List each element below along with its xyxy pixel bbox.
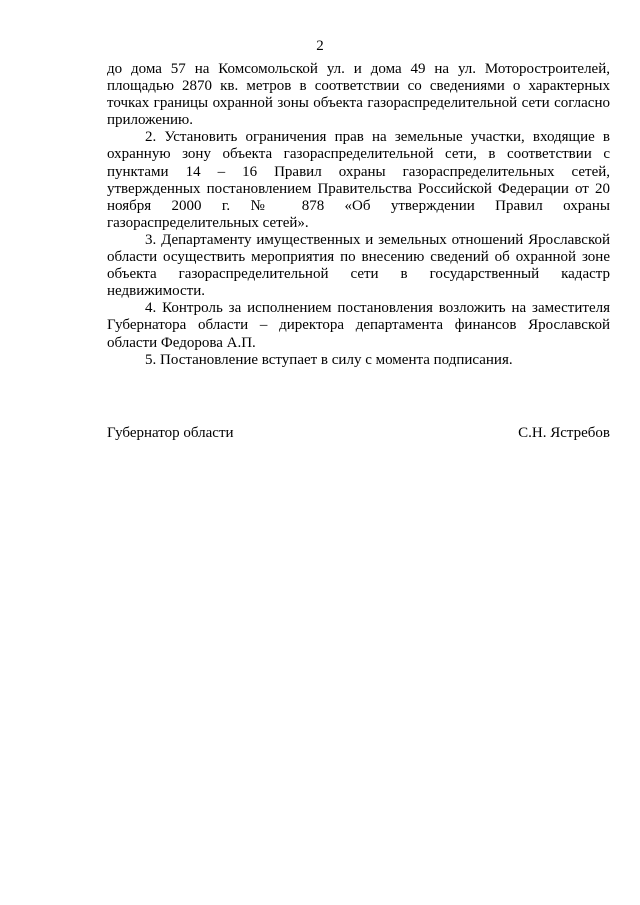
paragraph-3: 3. Департаменту имущественных и земельных отношений Ярославской области осуществить мероприятия по внесению сведений об охранной зоне объекта газораспределительной сети в государственный кадастр недвижимости.	[107, 231, 610, 300]
paragraph-5: 5. Постановление вступает в силу с момента подписания.	[145, 351, 513, 368]
page-number: 2	[316, 38, 324, 54]
signatory-name: С.Н. Ястребов	[518, 425, 610, 441]
paragraph-2: 2. Установить ограничения прав на земельные участки, входящие в охранную зону объекта газораспределительной сети, в соответствии с пунктами 14 – 16 Правил охраны газораспределительных сетей, утвержденных постановлением Правительства Российской Федерации от 20 ноября 2000 г. № 878 «Об утверждении Правил охраны газораспределительных сетей».	[107, 129, 610, 231]
paragraph-continuation: до дома 57 на Комсомольской ул. и дома 49 на ул. Моторостроителей, площадью 2870 кв. метров в соответствии со сведениями о характерных точках границы охранной зоны объекта газораспределительной сети согласно приложению.	[107, 61, 610, 129]
signature-block	[107, 425, 610, 442]
signatory-position: Губернатор области	[107, 425, 234, 441]
paragraph-4: 4. Контроль за исполнением постановления возложить на заместителя Губернатора области – директора департамента финансов Ярославской области Федорова А.П.	[107, 300, 610, 351]
document-body	[107, 61, 610, 369]
